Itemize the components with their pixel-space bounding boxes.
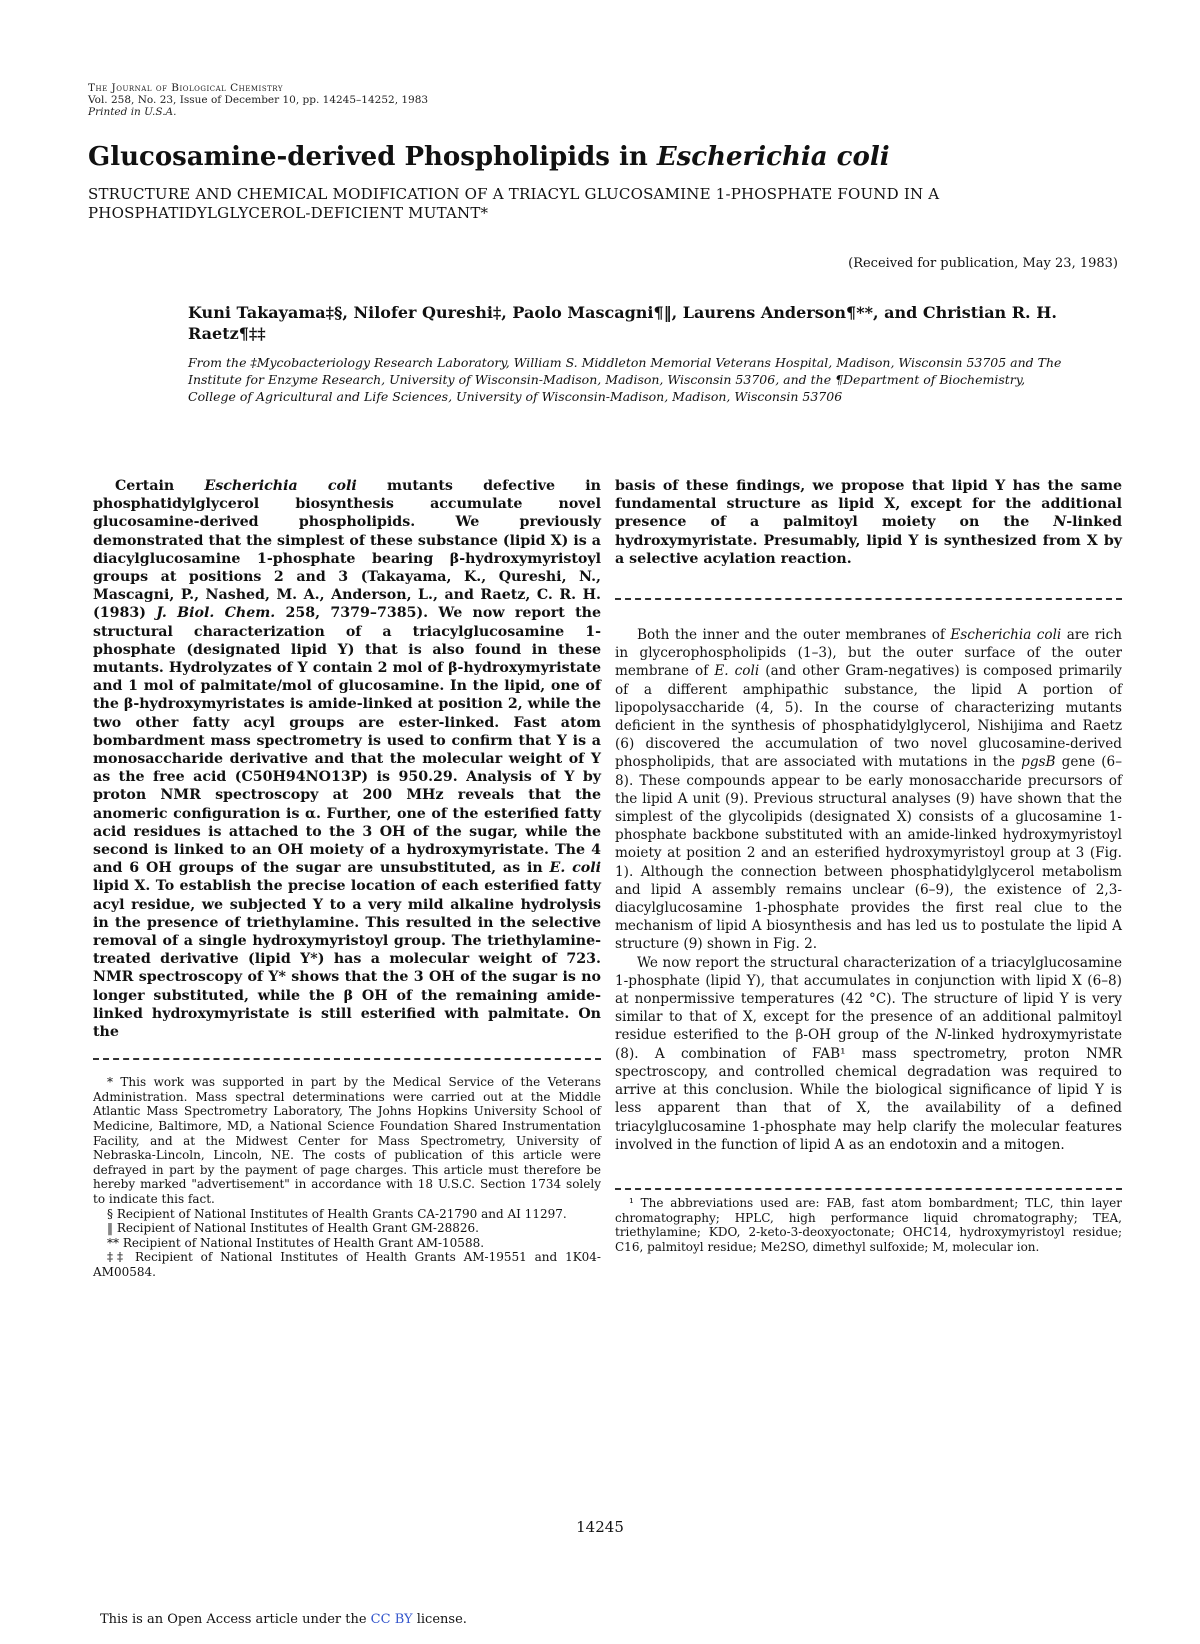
abstract-italic: Escherichia coli [204,478,357,494]
open-access-text: license. [412,1612,467,1627]
title-main: Glucosamine-derived Phospholipids in [88,142,657,172]
footnote-funding: * This work was supported in part by the Medical Service of the Veterans Administration. Mass spectral determinations were carried out at the Middle Atlantic Mass Spectrometry Laboratory, The Johns Hopkins University School of Medicine, Baltimore, MD, a National Science Foundation Shared Instrumentation Facility, and at the Midwest Center for Mass Spectrometry, University of Nebraska-Lincoln, Lincoln, NE. The costs of publication of this article were defrayed in part by the payment of page charges. This article must therefore be hereby marked "advertisement" in accordance with 18 U.S.C. Section 1734 solely to indicate this fact. [93,1075,601,1207]
abstract-divider [615,598,1122,600]
affiliation: From the ‡Mycobacteriology Research Laboratory, William S. Middleton Memorial Veterans Hospital, Madison, Wisconsin 53705 and The Institute for Enzyme Research, University of Wisconsin-Madison, Madison, Wisconsin 53706, and the ¶Department of Biochemistry, College of Agricultural and Life Sciences, University of Wisconsin-Madison, Madison, Wisconsin 53706 [188,355,1062,404]
body-run: (and other Gram-negatives) is composed primarily of a different amphipathic substance, the lipid A portion of lipopolysaccharide (4, 5). In the course of characterizing mutants deficient in the synthesis of phosphatidylglycerol, Nishijima and Raetz (6) discovered the accumulation of two novel glucosamine-derived phospholipids, that are associated with mutations in the [615,663,1122,771]
footnote-grant: ‖ Recipient of National Institutes of Health Grant GM-28826. [107,1221,479,1236]
intro-paragraph-2 [615,954,1122,1154]
right-column [615,477,1122,1254]
intro-paragraph-1 [615,626,1122,954]
page-number: 14245 [576,1518,624,1536]
footnote-grant: ** Recipient of National Institutes of Health Grant AM-10588. [107,1235,485,1250]
footnote-divider [615,1188,1122,1190]
open-access-text: This is an Open Access article under the [100,1612,371,1627]
abstract-italic: J. Biol. Chem. [156,605,276,622]
body-italic: Escherichia coli [950,627,1062,644]
printed-line: Printed in U.S.A. [88,106,177,118]
abstract-run: 258, 7379–7385). We now report the structural characterization of a triacylglucosamine 1-phosphate (designated lipid Y) that is also found in these mutants. Hydrolyzates of Y contain 2 mol of β-hydroxymyristate and 1 mol of palmitate/mol of glucosamine. In the lipid, one of the β-hydroxymyristates is amide-linked at position 2, while the two other fatty acyl groups are ester-linked. Fast atom bombardment mass spectrometry is used to confirm that Y is a monosaccharide derivative and that the molecular weight of Y as the free acid (C50H94NO13P) is 950.29. Analysis of Y by proton NMR spectroscopy at 200 MHz reveals that the anomeric configuration is α. Further, one of the esterified fatty acid residues is attached to the 3 OH of the sugar, while the second is linked to an OH moiety of a hydroxymyristate. The 4 and 6 OH groups of the sugar are unsubstituted, as in [93,605,601,877]
received-date: (Received for publication, May 23, 1983) [848,256,1118,271]
abstract-run: Certain [115,478,205,494]
author-list: Kuni Takayama‡§, Nilofer Qureshi‡, Paolo Mascagni¶‖, Laurens Anderson¶**, and Christian R. H. Raetz¶‡‡ [188,303,1057,343]
footnote-grant: ‡‡ Recipient of National Institutes of Health Grants AM-19551 and 1K04-AM00584. [93,1250,601,1280]
abstract-italic: E. coli [549,860,601,877]
volume-line: Vol. 258, No. 23, Issue of December 10, pp. 14245–14252, 1983 [88,94,429,106]
abstract-run: lipid X. To establish the precise location of each esterified fatty acyl residue, we subjected Y to a very mild alkaline hydrolysis in the presence of triethylamine. This resulted in the selective removal of a single hydroxymyristoyl group. The triethylamine-treated derivative (lipid Y*) has a molecular weight of 723. NMR spectroscopy of Y* shows that the 3 OH of the sugar is no longer substituted, while the β OH of the remaining amide-linked hydroxymyristate is still esterified with palmitate. On the [93,878,601,1041]
journal-name: The Journal of Biological Chemistry [88,82,283,94]
body-italic: N [935,1027,948,1044]
abstract-italic: N [1053,514,1067,531]
article-title [88,140,1118,174]
body-run: Both the inner and the outer membranes of [637,627,951,644]
article-subtitle: STRUCTURE AND CHEMICAL MODIFICATION OF A TRIACYL GLUCOSAMINE 1-PHOSPHATE FOUND IN A PHOSPHATIDYLGLYCEROL-DEFICIENT MUTANT* [88,185,940,222]
body-run: are rich in glycerophospholipids (1–3), but the outer surface of the outer membrane of [615,627,1122,680]
abstract-run: basis of these findings, we propose that lipid Y has the same fundamental structure as lipid X, except for the additional presence of a palmitoyl moiety on the [615,478,1122,531]
body-run: We now report the structural characterization of a triacylglucosamine 1-phosphate (lipid Y), that accumulates in conjunction with lipid X (6–8) at nonpermissive temperatures (42 °C). The structure of lipid Y is very similar to that of X, except for the presence of an additional palmitoyl residue esterified to the β-OH group of the [615,954,1122,1044]
journal-header [88,82,688,118]
cc-by-link[interactable]: CC BY [370,1612,413,1627]
footnote-abbreviations: ¹ The abbreviations used are: FAB, fast atom bombardment; TLC, thin layer chromatography; HPLC, high performance liquid chromatography; TEA, triethylamine; KDO, 2-keto-3-deoxyoctonate; OHC14, hydroxymyristoyl residue; C16, palmitoyl residue; Me2SO, dimethyl sulfoxide; M, molecular ion. [615,1195,1122,1254]
body-italic: pgsB [1021,754,1056,771]
open-access-notice [100,1612,467,1627]
footnote-grant: § Recipient of National Institutes of Health Grants CA-21790 and AI 11297. [107,1206,567,1221]
abstract-run: -linked hydroxymyristate. Presumably, lipid Y is synthesized from X by a selective acylation reaction. [615,514,1122,567]
left-column [93,477,601,1280]
body-italic: E. coli [714,663,760,680]
abstract-continued [615,477,1122,568]
body-run: -linked hydroxymyristate (8). A combination of FAB¹ mass spectrometry, proton NMR spectroscopy, and controlled chemical degradation was required to arrive at this conclusion. While the biological significance of lipid Y is less apparent than that of X, the availability of a defined triacylglucosamine 1-phosphate may help clarify the molecular features involved in the function of lipid A as an endotoxin and a mitogen. [615,1027,1122,1153]
body-run: gene (6–8). These compounds appear to be early monosaccharide precursors of the lipid A unit (9). Previous structural analyses (9) have shown that the simplest of the glycolipids (designated X) consists of a glucosamine 1-phosphate backbone substituted with an amide-linked hydroxymyristoyl moiety at position 2 and an esterified hydroxymyristoyl group at 3 (Fig. 1). Although the connection between phosphatidylglycerol metabolism and lipid A assembly remains unclear (6–9), the existence of 2,3-diacylglucosamine 1-phosphate provides the first real clue to the mechanism of lipid A biosynthesis and has led us to postulate the lipid A structure (9) shown in Fig. 2. [615,754,1122,953]
title-italic: Escherichia coli [656,142,890,172]
abstract-run: mutants defective in phosphatidylglycerol biosynthesis accumulate novel glucosamine-derived phospholipids. We previously demonstrated that the simplest of these substance (lipid X) is a diacylglucosamine 1-phosphate bearing β-hydroxymyristoyl groups at positions 2 and 3 (Takayama, K., Qureshi, N., Mascagni, P., Nashed, M. A., Anderson, L., and Raetz, C. R. H. (1983) [93,478,601,622]
abstract-text [93,477,601,1041]
footnote-divider [93,1058,601,1060]
